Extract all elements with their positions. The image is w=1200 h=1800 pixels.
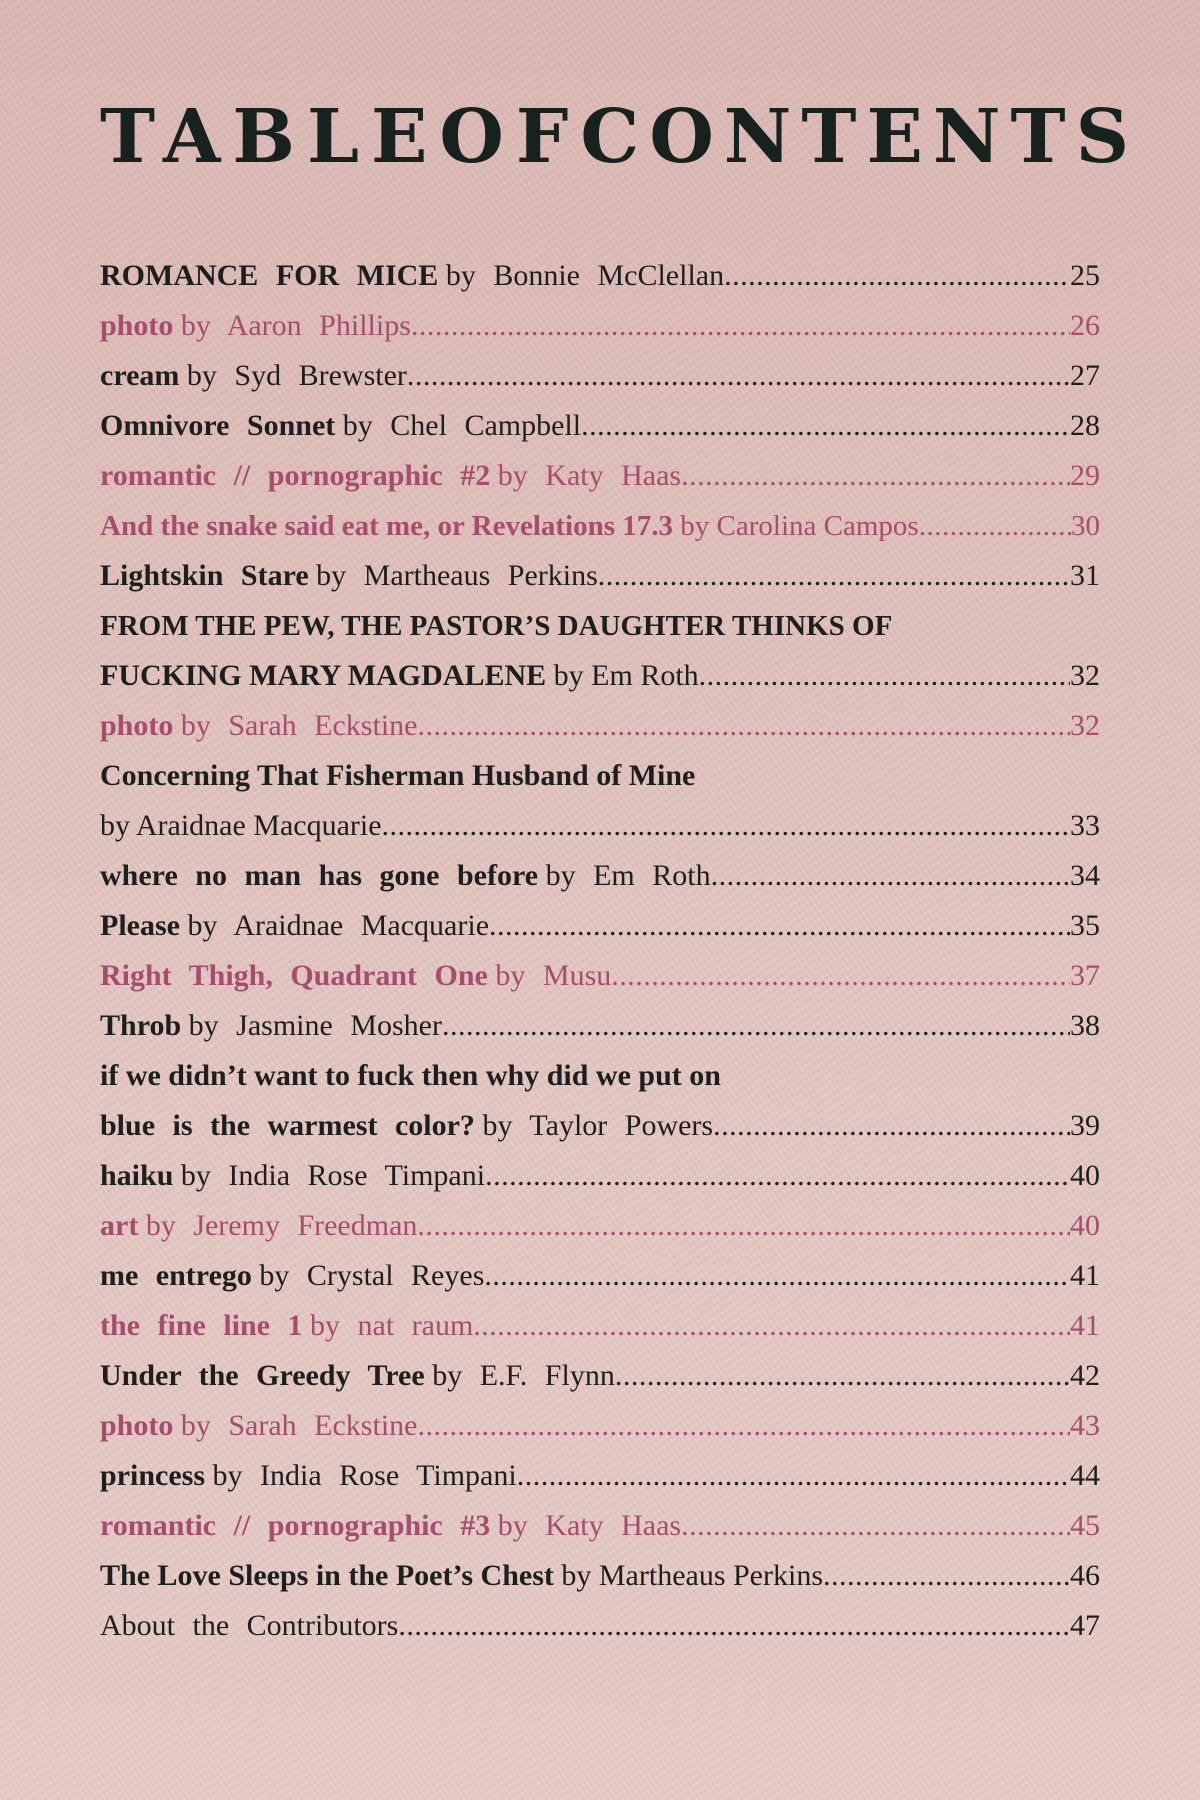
dot-leader [699,651,1070,701]
entry-byline: by India Rose Timpani [180,1159,486,1192]
entry-page-number: 41 [1070,1259,1100,1292]
toc-entry[interactable] [100,1151,1100,1201]
toc-entry[interactable] [100,251,1100,301]
entry-byline: by Araidnae Macquarie [187,909,490,942]
entry-title: Throb [100,1009,182,1042]
toc-entry-title-line[interactable] [100,751,1100,801]
entry-page-number: 32 [1070,659,1100,692]
entry-page-number: 32 [1070,709,1100,742]
entry-page-number: 41 [1070,1309,1100,1342]
entry-page-number: 39 [1070,1109,1100,1142]
dot-leader [407,351,1070,401]
entry-byline: by Musu [495,959,612,992]
dot-leader [411,301,1070,351]
toc-entry[interactable] [100,951,1100,1001]
toc-entry-title-line[interactable] [100,601,1100,651]
entry-byline: by India Rose Timpani [212,1459,517,1492]
entry-page-number: 46 [1070,1559,1100,1592]
entry-page-number: 33 [1070,809,1100,842]
dot-leader [823,1551,1070,1601]
entry-page-number: 47 [1070,1609,1100,1642]
toc-entry[interactable] [100,1001,1100,1051]
toc-entry[interactable] [100,1501,1100,1551]
toc-entry-list [100,251,1100,1651]
entry-page-number: 28 [1070,409,1100,442]
entry-title: The Love Sleeps in the Poet’s Chest [100,1559,554,1592]
entry-title: if we didn’t want to fuck then why did we put on [100,1059,721,1092]
dot-leader [417,1201,1070,1251]
dot-leader [473,1301,1070,1351]
dot-leader [724,251,1070,301]
entry-title: me entrego [100,1259,252,1292]
toc-entry[interactable] [100,701,1100,751]
entry-title: And the snake said eat me, or Revelations 17.3 [100,510,674,542]
entry-page-number: 42 [1070,1359,1100,1392]
entry-byline: by Katy Haas [497,1509,682,1542]
entry-page-number: 45 [1070,1509,1100,1542]
toc-entry[interactable] [100,1101,1100,1151]
title-word: OF [439,94,581,180]
entry-page-number: 25 [1070,259,1100,292]
entry-byline: by Taylor Powers [482,1109,714,1142]
dot-leader [713,1101,1070,1151]
entry-byline: by Sarah Eckstine [180,709,418,742]
toc-entry[interactable] [100,501,1100,551]
entry-byline: by Em Roth [545,859,711,892]
entry-page-number: 34 [1070,859,1100,892]
entry-title: FROM THE PEW, THE PASTOR’S DAUGHTER THINKS OF [100,610,893,642]
entry-byline: by Araidnae Macquarie [100,809,382,842]
entry-page-number: 40 [1070,1209,1100,1242]
dot-leader [382,801,1070,851]
entry-title: haiku [100,1159,174,1192]
dot-leader [581,401,1070,451]
entry-page-number: 37 [1070,959,1100,992]
toc-entry[interactable] [100,1201,1100,1251]
entry-byline: by Crystal Reyes [259,1259,485,1292]
entry-byline: by Martheaus Perkins [561,1559,823,1592]
page-title [100,94,1140,180]
entry-title: the fine line 1 [100,1309,303,1342]
toc-entry[interactable] [100,1301,1100,1351]
entry-byline: by Martheaus Perkins [316,559,598,592]
dot-leader [484,1251,1070,1301]
entry-page-number: 27 [1070,359,1100,392]
toc-entry[interactable] [100,801,1100,851]
entry-byline: by Jasmine Mosher [188,1009,442,1042]
entry-title: blue is the warmest color? [100,1109,475,1142]
title-word: TABLE [100,94,440,180]
entry-title: ROMANCE FOR MICE [100,259,439,292]
dot-leader [615,1351,1070,1401]
entry-title: Please [100,909,180,942]
toc-entry[interactable] [100,451,1100,501]
toc-entry[interactable] [100,651,1100,701]
entry-title: photo [100,709,174,742]
toc-entry[interactable] [100,1401,1100,1451]
dot-leader [517,1451,1070,1501]
toc-page [100,0,1140,1800]
entry-title: princess [100,1459,205,1492]
entry-byline: by Em Roth [553,659,699,692]
dot-leader [681,451,1070,501]
entry-page-number: 35 [1070,909,1100,942]
entry-byline: by Sarah Eckstine [180,1409,418,1442]
toc-entry[interactable] [100,301,1100,351]
dot-leader [489,901,1070,951]
entry-title: Lightskin Stare [100,559,309,592]
toc-entry[interactable] [100,851,1100,901]
dot-leader [598,551,1070,601]
dot-leader [485,1151,1070,1201]
toc-entry-title-line[interactable] [100,1051,1100,1101]
entry-title: romantic // pornographic #2 [100,459,491,492]
toc-entry[interactable] [100,1601,1100,1651]
dot-leader [919,501,1071,551]
entry-byline: by Jeremy Freedman [145,1209,418,1242]
title-word: CONTENTS [580,94,1140,180]
dot-leader [611,951,1070,1001]
dot-leader [417,701,1070,751]
entry-page-number: 31 [1070,559,1100,592]
entry-title: Right Thigh, Quadrant One [100,959,488,992]
entry-byline: by Chel Campbell [342,409,582,442]
entry-title: FUCKING MARY MAGDALENE [100,659,547,692]
toc-entry[interactable] [100,1351,1100,1401]
entry-page-number: 43 [1070,1409,1100,1442]
entry-page-number: 38 [1070,1009,1100,1042]
entry-page-number: 40 [1070,1159,1100,1192]
toc-entry[interactable] [100,351,1100,401]
dot-leader [398,1601,1070,1651]
toc-entry[interactable] [100,901,1100,951]
entry-page-number: 26 [1070,309,1100,342]
entry-byline: by nat raum [310,1309,474,1342]
entry-page-number: 29 [1070,459,1100,492]
dot-leader [711,851,1070,901]
dot-leader [442,1001,1070,1051]
entry-byline: by Katy Haas [497,459,682,492]
entry-page-number: 44 [1070,1459,1100,1492]
toc-entry[interactable] [100,1251,1100,1301]
entry-byline: by Aaron Phillips [180,309,411,342]
toc-entry[interactable] [100,551,1100,601]
toc-entry[interactable] [100,1551,1100,1601]
entry-title: where no man has gone before [100,859,539,892]
entry-title: photo [100,1409,174,1442]
entry-byline: by Bonnie McClellan [445,259,725,292]
entry-title: art [100,1209,139,1242]
entry-byline: by E.F. Flynn [432,1359,615,1392]
entry-page-number: 30 [1071,510,1100,542]
entry-byline: by Carolina Campos [680,510,919,542]
entry-title: Omnivore Sonnet [100,409,336,442]
entry-title: cream [100,359,180,392]
entry-byline: by Syd Brewster [186,359,407,392]
toc-entry[interactable] [100,401,1100,451]
entry-title: romantic // pornographic #3 [100,1509,491,1542]
dot-leader [681,1501,1070,1551]
entry-byline: About the Contributors [100,1609,399,1642]
entry-title: Under the Greedy Tree [100,1359,425,1392]
entry-title: Concerning That Fisherman Husband of Mine [100,759,696,792]
dot-leader [417,1401,1070,1451]
toc-entry[interactable] [100,1451,1100,1501]
entry-title: photo [100,309,174,342]
